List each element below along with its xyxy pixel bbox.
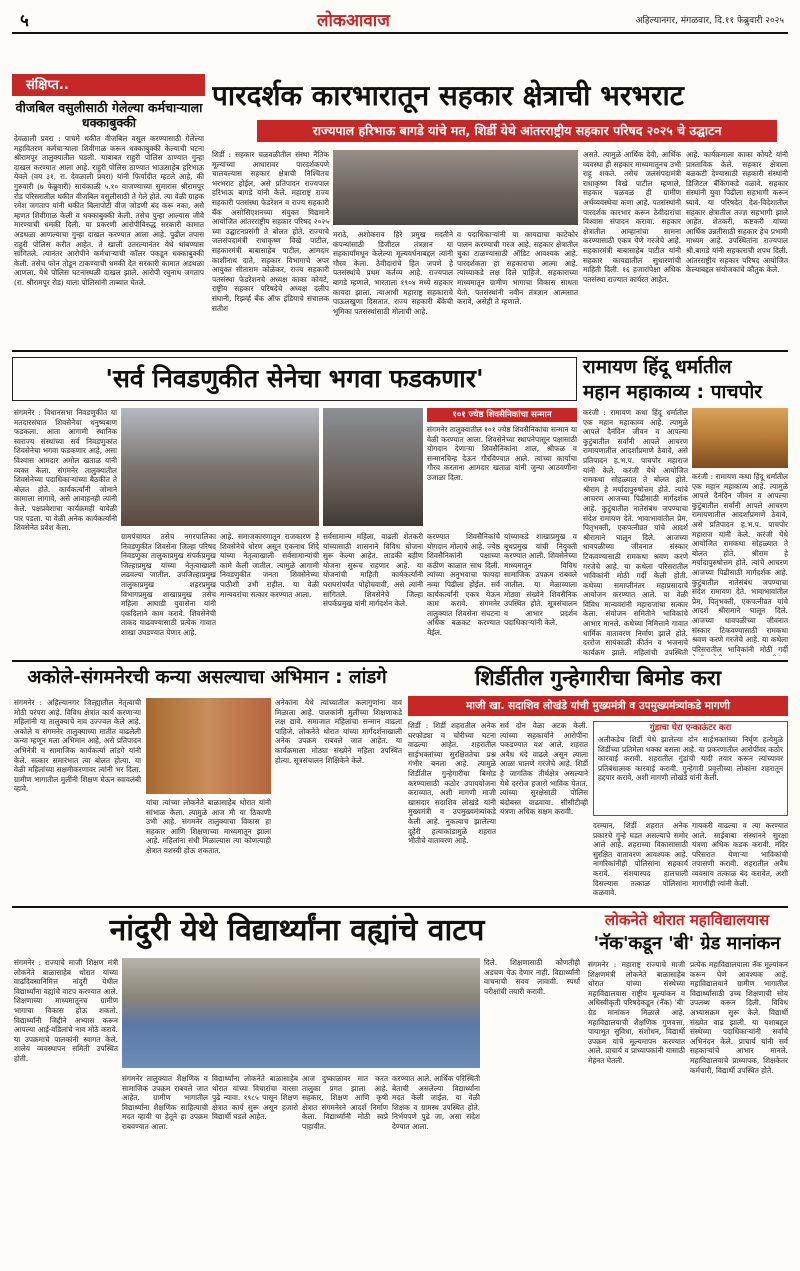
article5-box-text: अलीकडेच शिर्डी येथे झालेल्या दोन साईभक्तांच्या निर्घृण हत्येमुळे शिर्डीच्या प्रतिमेला धक्का बसला आहे. या प्रकरणातील आरोपींवर कठोर कारवाई करावी. शहरातील गुंडांची यादी तयार करून त्यांच्यावर प्रतिबंधात्मक कारवाई करावी. गुन्हेगारी प्रवृत्तीच्या लोकांना शहरातून हद्दपार करावे, अशी मागणी लोखंडे यांनी केली. <box>598 735 783 783</box>
article3-photo <box>692 408 788 468</box>
article7-col2: प्रत्येक महाविद्यालयाला नॅक मूल्यांकन करून घेणे आवश्यक आहे. महाविद्यालयाने ग्रामीण भागातील विद्यार्थ्यांसाठी उच्च शिक्षणाची सोय उपलब्ध करून दिली. विविध अभ्यासक्रम सुरू केले. विद्यार्थी संख्येत वाढ झाली. या यशाबद्दल संस्थेच्या पदाधिकाऱ्यांनी सर्वांचे अभिनंदन केले. प्राचार्य यांनी सर्व सहकाऱ्यांचे आभार मानले. महाविद्यालयाचे प्राध्यापक, शिक्षकेतर कर्मचारी, विद्यार्थी उपस्थित होते. <box>690 960 788 1075</box>
article6-col5: करण्यात आले. आर्थिक परिस्थिती बेताची असलेल्या विद्यार्थ्यांना मदत केली जाईल. या वेळी शिक्षक व ग्रामस्थ उपस्थित होते. निर्भयपणे पुढे जा, असा संदेश देण्यात आला. <box>392 1074 480 1131</box>
masthead <box>12 8 788 30</box>
article1-col3: आहे. कार्यक्रमाला काका कोयटे यांनी प्रास्ताविक केले. सहकार क्षेत्राला बळकटी देण्यासाठी सहकारी संस्थांनी डिजिटल बँकिंगकडे वळावे. सहकार संस्थांनी युवा पिढीला सहभागी करून घ्यावे. या परिषदेत देश-विदेशातील सहकार क्षेत्रातील तज्ज्ञ सहभागी झाले आहेत. शेतकरी, कष्टकरी यांच्या आर्थिक उन्नतीसाठी सहकार हेच प्रभावी माध्यम आहे. उपस्थितांना राज्यपाल श्री.बागडे यांनी सहकाराची शपथ दिली. आंतरराष्ट्रीय सहकार परिषद आयोजित केल्याबद्दल संयोजकांचे कौतुक केले. <box>686 150 788 275</box>
article1-col1b: मराठे, अशोकराव हिरे प्रमुख मदतीने कंपन्यांसाठी डिजीटल तंत्रज्ञान या सहकार्यांमधून केलेल्या मूल्यवर्धनाबद्दल त्यांनी गौरव केला. ठेवीदारांचे हित जपणे हे पतसंस्थांचे प्रथम कर्तव्य आहे. राज्यपाल बागडे म्हणाले, भारताला १९०४ मध्ये सहकार कायदा झाला. त्याआधी महाराष्ट्र सहकाराचे पाऊलखुणा दिसतात. राज्य सहकारी बँकेची भूमिका पतसंस्थांसाठी मोलाची आहे. <box>333 230 453 316</box>
article7-headline-2: 'नॅक'कडून 'बी' ग्रेड मानांकन <box>593 933 781 954</box>
article6-photo <box>122 958 480 1068</box>
sanksheep-label: संक्षिप्त.. <box>12 74 205 96</box>
article3-headline-1: रामायण हिंदू धर्मातील <box>583 356 732 378</box>
article2-box-title-bar <box>427 408 577 422</box>
article4-headline: अकोले-संगमनेरची कन्या असल्याचा अभिमान : लांडगे <box>27 667 387 688</box>
city-date: अहिल्यानगर, मंगळवार, दि.११ फेब्रुवारी २०२५ <box>635 16 784 26</box>
article2-box-title: १०१ ज्येष्ठ शिवसैनिकांचा सन्मान <box>452 410 552 420</box>
article6-col3: विद्यार्थ्यांना लोकनेते बाळासाहेब थोरात यांच्या विचारांचा वारसा पुढे न्यावा. १९८५ पासून शिक्षण क्षेत्रात कार्य सुरू असून हजारो विद्यार्थी घडले आहेत. <box>212 1074 298 1122</box>
article3-body-a: करंजी : रामायण कथा हिंदू धर्मातील एक महान महाकाव्य आहे. त्यामुळे आपले दैनंदिन जीवन व आपल्या कुटुंबातील सर्वांनी आपले आचरण रामायणातील आदर्शांप्रमाणे ठेवावे, असे प्रतिपादन ह.भ.प. पाचपोर महाराज यांनी केले. करंजी येथे आयोजित रामकथा सोहळ्यात ते बोलत होते. श्रीराम हे मर्यादापुरुषोत्तम होते. त्यांचे आचरण आजच्या पिढीसाठी मार्गदर्शक आहे. कुटुंबातील नातेसंबंध जपण्याचा संदेश रामायण देते. भावाभावांतील प्रेम, पितृभक्ती, एकपत्नीव्रत यांचे आदर्श श्रीरामाने घालून दिले. आजच्या धावपळीच्या जीवनात संस्कार टिकवण्यासाठी रामकथा श्रवण करणे गरजेचे आहे. या कथेला परिसरातील भाविकांनी मोठी गर्दी केली होती. कथेच्या समाप्तीनंतर महाप्रसादाचे आयोजन करण्यात आले. या वेळी विविध मान्यवरांनी महाराजांचा सत्कार केला. संयोजन समितीने भाविकांचे आभार मानले. कथेच्या निमित्ताने गावात धार्मिक वातावरण निर्माण झाले होते. दररोज सायंकाळी कीर्तन व भजनाचे कार्यक्रम झाले. महिलांची उपस्थिती <box>583 408 688 656</box>
article2-col6: यांच्याकडे शाखाप्रमुख व बूथप्रमुख यांची नियुक्ती करण्यात आली. शिवसेनेच्या माध्यमातून विविध सामाजिक उपक्रम राबवले जातील. या मेळाव्याला मोठ्या संख्येने शिवसैनिक उपस्थित होते. सूत्रसंचालन व आभार प्रदर्शन पदाधिकाऱ्यांनी केले. <box>504 532 577 628</box>
article1-headline: पारदर्शक कारभारातून सहकार क्षेत्राची भरभराट <box>212 79 684 112</box>
section-rule-3 <box>12 906 788 908</box>
article2-headline-box <box>12 357 577 401</box>
article5-col1: शिर्डी : शिर्डी शहरातील अनेक घरफोड्या व चोरीच्या घटना वाढल्या आहेत. शहरातील साईभक्तांच्या सुरक्षिततेचा प्रश्न गंभीर बनला आहे. त्यामुळे शिर्डीतील गुन्हेगारीचा बिमोड करण्यासाठी कठोर उपाययोजना कराव्यात, अशी मागणी माजी खासदार सदाशिव लोखंडे यांनी मुख्यमंत्री व उपमुख्यमंत्र्यांकडे केली आहे. नुकत्याच झालेल्या दुहेरी हत्याकांडामुळे शहरात भीतीचे वातावरण आहे. <box>408 721 496 846</box>
article3-body-b: करंजी : रामायण कथा हिंदू धर्मातील एक महान महाकाव्य आहे. त्यामुळे आपले दैनंदिन जीवन व आपल्या कुटुंबातील सर्वांनी आपले आचरण रामायणातील आदर्शांप्रमाणे ठेवावे, असे प्रतिपादन ह.भ.प. पाचपोर महाराज यांनी केले. करंजी येथे आयोजित रामकथा सोहळ्यात ते बोलत होते. श्रीराम हे मर्यादापुरुषोत्तम होते. त्यांचे आचरण आजच्या पिढीसाठी मार्गदर्शक आहे. कुटुंबातील नातेसंबंध जपण्याचा संदेश रामायण देते. भावाभावांतील प्रेम, पितृभक्ती, एकपत्नीव्रत यांचे आदर्श श्रीरामाने घालून दिले. आजच्या धावपळीच्या जीवनात संस्कार टिकवण्यासाठी रामकथा श्रवण करणे गरजेचे आहे. या कथेला परिसरातील भाविकांनी मोठी गर्दी <box>692 472 788 654</box>
article7-headline-1: लोकनेते थोरात महाविद्यालयास <box>604 911 770 929</box>
article5-box-title: गुंडाचा घेरा एन्काऊंटर करा <box>649 723 732 733</box>
article5-col2: सर्व दोन वेळा अटक केली. त्यांच्या सहकार्याने आरोपींना पकडण्यात यश आले. शहरात अवैध धंदे वाढले असून त्याला आळा घालणे गरजेचे आहे. शिर्डी हे जागतिक तीर्थक्षेत्र असल्याने येथे दररोज हजारो भाविक येतात. त्यांच्या सुरक्षेसाठी पोलिस बंदोबस्त वाढवावा. सीसीटीव्ही यंत्रणा अधिक सक्षम करावी. <box>500 721 588 817</box>
sanksheep-body: देवळाली प्रवरा : पाचमे थकीत वीजबिल वसूल करण्यासाठी गेलेल्या महावितरण कर्मचाऱ्याला शिवीगाळ करून धक्काबुक्की केल्याची घटना श्रीरामपूर तालुक्यातील घडली. याबाबत राहुरी पोलिस ठाण्यात गुन्हा दाखल करण्यात आला आहे. राहुरी पोलिस ठाण्यात भाऊसाहेब हरिभाऊ येवले (वय ३१, रा. देवळाली प्रवरा) यांनी फिर्यादीत म्हटले आहे, की गुरुवारी (७ फेब्रुवारी) सायंकाळी ५.१० वाजण्याच्या सुमारास श्रीरामपूर रोड परिसरातील थकीत वीजबिल वसुलीसाठी ते गेले होते. त्या वेळी ग्राहक रमेश जगताप यांनी थकीत बिलापोटी वीज जोडणी बंद करू नका, असे म्हणत शिवीगाळ केली व धक्काबुक्की केली. तसेच पुन्हा आल्यास जीवे मारण्याची धमकी दिली. या प्रकरणी आरोपीविरुद्ध सरकारी कामात अडथळा आणल्याचा गुन्हा दाखल करण्यात आला आहे. पुढील तपास राहुरी पोलिस करीत आहेत. ते खाली उतरल्यानंतर येथे थांबण्यास सांगितले. त्यानंतर आरोपीने कर्मचाऱ्याची कॉलर पकडून धक्काबुक्की केली. तसेच फोन तोडून टाकण्याची धमकी देत सरकारी कामात अडथळा आणला. येथे पोलिस घटनास्थळी दाखल झाले. आरोपी रघुनाथ जगताप (रा. श्रीरामपूर रोड) याला पोलिसांनी ताब्यात घेतले. <box>14 134 204 287</box>
masthead-rule <box>12 32 788 34</box>
article6-col1: संगमनेर : राज्याचे माजी शिक्षण मंत्री लोकनेते बाळासाहेब थोरात यांच्या वाढदिवसानिमित्त नांदुरी येथील विद्यार्थ्यांना वह्यांचे वाटप करण्यात आले. शिक्षणाच्या माध्यमातूनच ग्रामीण भागाचा विकास होऊ शकतो. विद्यार्थ्यांनी जिद्दीने अभ्यास करून आपल्या आई-वडिलांचे नाव मोठे करावे. या उपक्रमाचे पालकांनी स्वागत केले. शालेय व्यवस्थापन समिती उपस्थित होती. <box>14 958 118 1063</box>
article2-col5: करण्यात शिवसैनिकांचे योगदान मोलाचे आहे. ज्येष्ठ शिवसैनिकांनी पक्षाच्या कठीण काळात साथ दिली. त्यांच्या अनुभवाचा फायदा नव्या पिढीला होईल. सर्व कार्यकर्त्यांनी एकत्र येऊन काम करावे. संगमनेर तालुक्यात शिवसेना संघटना अधिक बळकट करण्यात येईल. <box>427 532 500 637</box>
page-number: ५ <box>20 11 29 31</box>
article5-subhead: माजी खा. सदाशिव लोखंडे यांची मुख्यमंत्री व उपमुख्यमंत्र्यांकडे मागणी <box>408 696 788 716</box>
article2-col4: सर्वसामान्य महिला, वाढली शेतकरी यांच्यासाठी शासनाने विविध योजना सुरू केल्या आहेत. लाडकी बहीण योजना सुरूच राहणार आहे. या योजनांची माहिती कार्यकर्त्यांनी घराघरांपर्यंत पोहोचवावी, असे त्यांनी सांगितले. शिवसेनेचे जिल्हा संपर्कप्रमुख यांनी मार्गदर्शन केले. <box>323 532 423 609</box>
article2-col1: संगमनेर : विधानसभा निवडणुकीत या मतदारसंघात शिवसेनेचा धनुष्यबाण फडकला. आता आगामी स्थानिक स्वराज्य संस्थांच्या सर्व निवडणुकांत शिवसेनेचा भगवा फडकणार आहे, असा विश्वास आमदार अमोल खताळ यांनी व्यक्त केला. संगमनेर तालुक्यातील शिवसेनेच्या पदाधिकाऱ्यांच्या बैठकीत ते बोलत होते. कार्यकर्त्यांनी जोमाने कामाला लागावे, असे आवाहनही त्यांनी केले. पक्षप्रवेशाचा कार्यक्रमही यावेळी पार पडला. या वेळी अनेक कार्यकर्त्यांनी शिवसेनेत प्रवेश केला. <box>14 408 117 533</box>
article6-col6: दिले. शिक्षणासाठी कोणतीही अडचण येऊ देणार नाही. विद्यार्थ्यांनी वाचनाची सवय लावावी. स्पर्धा परीक्षांची तयारी करावी. <box>484 958 580 996</box>
article6-col4: आज दुष्काळावर मात करत तालुका प्रगत झाला आहे. सहकार, शिक्षण आणि कृषी क्षेत्रात संगमनेरने आदर्श निर्माण केला. विद्यार्थ्यांनी मोठी स्वप्ने पाहावीत. <box>302 1074 388 1131</box>
article1-photo <box>333 150 578 225</box>
article5-col5: गायकरी वाढल्या व त्या करण्यात आले. साईबाबा संस्थानने सुरक्षा यंत्रणा अधिक कडक करावी. मंदिर परिसरात येणाऱ्या भाविकांची तपासणी करावी. शहरातील अवैध व्यवसाय तत्काळ बंद करावेत, अशी मागणीही त्यांनी केली. <box>692 821 788 888</box>
article2-col3: आहे. समाजकारणातून राजकारण हे शिवसेनेचे धोरण असून एकनाथ शिंदे यांच्या नेतृत्वाखाली सर्वसामान्यांची कामे केली जातील. त्यामुळे आगामी निवडणुकीत जनता शिवसेनेच्या पाठीशी उभी राहील. या वेळी मान्यवरांचा सत्कार करण्यात आला. <box>220 532 319 599</box>
article5-box <box>593 721 788 816</box>
article2-box-text: संगमनेर तालुक्यातील १०१ ज्येष्ठ शिवसैनिकांचा सन्मान या वेळी करण्यात आला. शिवसेनेच्या स्थापनेपासून पक्षासाठी योगदान देणाऱ्या शिवसैनिकांना शाल, श्रीफळ व सन्मानचिन्ह देऊन गौरविण्यात आले. त्यांच्या कार्याचा गौरव करताना आमदार खताळ यांनी जुन्या आठवणींना उजाळा दिला. <box>427 425 577 482</box>
article2-photo1 <box>121 408 319 526</box>
section-rule-1 <box>12 350 788 352</box>
article2-headline: 'सर्व निवडणुकीत सेनेचा भगवा फडकणार' <box>105 364 484 393</box>
article4-photo <box>146 698 271 794</box>
article3-headline-2: महान महाकाव्य : पाचपोर <box>583 381 763 403</box>
article1-col1c: व पदाधिकाऱ्यांनी या कायद्याचा काटेकोर पालन करण्याची गरज आहे. सहकार क्षेत्रातील चुका टाळण्यासाठी ऑडिट आवश्यक आहे. पारदर्शकता हा सहकाराचा आत्मा आहे. त्यांच्याकडे लक्ष दिले पाहिजे. सहकाराच्या माध्यमातून ग्रामीण भागाचा विकास साधता येतो. पतसंस्थांनी नवीन तंत्रज्ञान आत्मसात करावे, असेही ते म्हणाले. <box>457 230 578 307</box>
paper-name: लोकआवाज <box>317 11 390 31</box>
article5-col4: दरम्यान, शिर्डी शहरात अनेक प्रकारचे गुन्हे घडत असल्याचे समोर आले आहे. शहराच्या विकासासाठी सुरक्षित वातावरण आवश्यक आहे. नागरिकांनीही पोलिसांना सहकार्य करावे. संशयास्पद हालचाली दिसल्यास तत्काळ पोलिसांना कळवावे. <box>593 821 688 898</box>
article4-col2: यांचा त्यांच्या लोकनेते बाळासाहेब थोरात यांनी सांभाळ केला. त्यामुळे आज मी या ठिकाणी उभी आहे. संगमनेर तालुक्याचा विकास हा सहकार आणि शिक्षणाच्या माध्यमातून झाला आहे. महिलांना संधी मिळाल्यास त्या कोणत्याही क्षेत्रात यशस्वी होऊ शकतात. <box>146 798 271 855</box>
article1-col2: असते. त्यामुळे आर्थिक देवी, आर्थिक व्यवस्था ही सहकार माध्यमातूनच उभी राहू शकते. तसेच जलसंपदामंत्री राधाकृष्ण विखे पाटील म्हणाले, सहकार चळवळ ही ग्रामीण अर्थव्यवस्थेचा कणा आहे. पतसंस्थांनी पारदर्शक कारभार करून ठेवीदारांचा विश्वास संपादन करावा. सहकार क्षेत्रातील आव्हानांचा सामना करण्यासाठी एकत्र येणे गरजेचे आहे. सहकारमंत्री बाबासाहेब पाटील यांनी सहकार कायद्यातील सुधारणांची माहिती दिली. १६ हजारांपेक्षा अधिक पतसंस्था राज्यात कार्यरत आहेत. <box>583 150 681 284</box>
article1-subhead: राज्यपाल हरिभाऊ बागडे यांचे मत, शिर्डी येथे आंतरराष्ट्रीय सहकार परिषद २०२५ चे उद्घाटन <box>257 120 777 142</box>
article1-col1: शिर्डी : सहकार चळवळीतील संस्था नैतिक मूल्यांच्या आधारावर पारदर्शकपणे चालवल्यास सहकार क्षेत्राची निश्चितच भरभराट होईल, असे प्रतिपादन राज्यपाल हरिभाऊ बागडे यांनी केले. महाराष्ट्र राज्य सहकारी पतसंस्था फेडरेशन व राज्य सहकारी बँक असोसिएशनच्या संयुक्त विद्यमाने आयोजित आंतरराष्ट्रीय सहकार परिषद २०२५ च्या उद्घाटनप्रसंगी ते बोलत होते. राज्याचे जलसंपदामंत्री राधाकृष्ण विखे पाटील, सहकारमंत्री बाबासाहेब पाटील, आमदार काशीनाथ दाते, सहकार विभागाचे अपर आयुक्त सीताराम कोळेकर, राज्य सहकारी पतसंस्था फेडरेशनचे अध्यक्ष काका कोयटे, राष्ट्रीय सहकार परिषदेचे अध्यक्ष दलीप संघानी, रिझर्व्ह बँक ऑफ इंडियाचे संचालक सतीश <box>212 150 329 313</box>
section-rule-2 <box>12 660 788 662</box>
article6-col2: संगमनेर तालुक्यात शैक्षणिक व सामाजिक उपक्रम राबवले जात आहेत. ग्रामीण भागातील विद्यार्थ्यांना शैक्षणिक साहित्याची मदत व्हावी या हेतूने हा उपक्रम राबवण्यात आला. <box>122 1074 208 1131</box>
article6-headline: नांदुरी येथे विद्यार्थ्यांना वह्यांचे वाटप <box>109 913 485 948</box>
article4-col3: अनेकांना येथे त्यांच्यातील कलागुणांना वाव मिळाला आहे. पालकांनी मुलींच्या शिक्षणाकडे लक्ष द्यावे. समाजात महिलांचा सन्मान वाढला पाहिजे. लोकनेते थोरात यांच्या मार्गदर्शनाखाली अनेक उपक्रम राबवले जात आहेत. या कार्यक्रमाला मोठ्या संख्येने महिला उपस्थित होत्या. सूत्रसंचालन शिक्षिकेने केले. <box>275 698 402 765</box>
article4-col1: संगमनेर : अहिल्यानगर जिल्ह्यातील नेतृत्वाची मोठी परंपरा आहे. विविध क्षेत्रांत कार्य करणाऱ्या महिलांनी या तालुक्याचे नाव उज्ज्वल केले आहे. अकोले व संगमनेर तालुक्याच्या मातीत वाढलेली कन्या म्हणून मला अभिमान आहे, असे प्रतिपादन अभिनेत्री व सामाजिक कार्यकर्त्या लांडगे यांनी केले. सत्कार समारंभात त्या बोलत होत्या. या वेळी महिलांच्या सक्षमीकरणावर त्यांनी भर दिला. ग्रामीण भागातील मुलींनी शिक्षण घेऊन स्वावलंबी व्हावे. <box>14 698 141 794</box>
sanksheep-title: वीजबिल वसुलीसाठी गेलेल्या कर्मचाऱ्याला धक्काबुक्की <box>15 100 203 130</box>
article2-photo2 <box>323 408 423 526</box>
article2-col2: ग्रामपंचायत तसेच नगरपालिका निवडणुकीत शिवसेना जिल्हा परिषद निवडणुका तालुकाप्रमुख संपर्कप्रमुख जिल्हाप्रमुख यांच्या नेतृत्वाखाली लढवल्या जातील. उपजिल्हाप्रमुख तालुकाप्रमुख शहरप्रमुख विभागप्रमुख शाखाप्रमुख तसेच महिला आघाडी युवासेना यांनी एकदिलाने काम करावे. शिवसेनेची ताकद वाढवण्यासाठी प्रत्येक गावात शाखा उघडण्यात येणार आहे. <box>121 532 216 637</box>
article5-headline: शिर्डीतील गुन्हेगारीचा बिमोड करा <box>474 666 722 690</box>
article7-col1: संगमनेर : महाराष्ट्र राज्याचे माजी शिक्षणमंत्री लोकनेते बाळासाहेब थोरात यांच्या संस्थेच्या महाविद्यालयास राष्ट्रीय मूल्यांकन व अधिस्वीकृती परिषदेकडून (नॅक) 'बी' ग्रेड मानांकन मिळाले आहे. महाविद्यालयाची शैक्षणिक गुणवत्ता, पायाभूत सुविधा, संशोधन, विद्यार्थी उपक्रम यांचे मूल्यमापन करण्यात आले. प्राचार्य व प्राध्यापकांनी यासाठी मेहनत घेतली. <box>588 960 685 1065</box>
